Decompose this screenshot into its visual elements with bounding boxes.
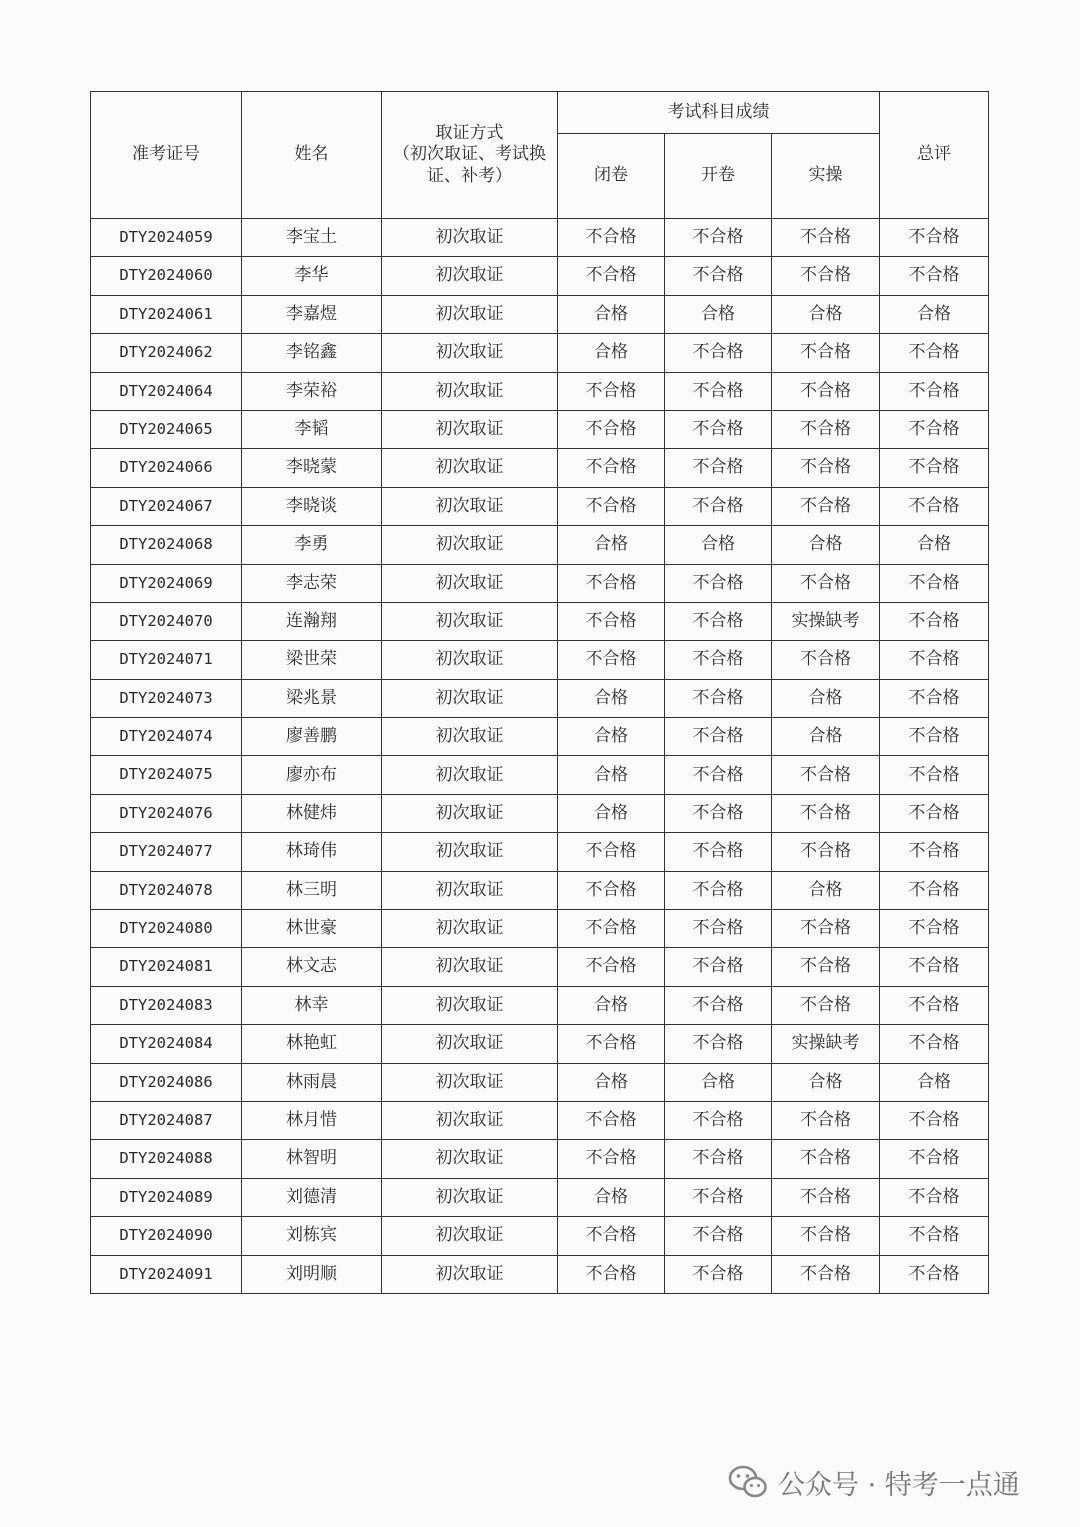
cell-exam-id: DTY2024081 <box>91 948 242 986</box>
cell-practical: 不合格 <box>772 794 880 832</box>
header-method-line2: （初次取证、考试换 <box>393 144 546 165</box>
cell-practical: 不合格 <box>772 410 880 448</box>
cell-overall: 不合格 <box>880 1025 989 1063</box>
cell-practical: 合格 <box>772 679 880 717</box>
cell-method: 初次取证 <box>382 1255 558 1293</box>
cell-name: 李荣裕 <box>242 372 382 410</box>
table-row <box>91 718 989 756</box>
cell-overall: 不合格 <box>880 410 989 448</box>
cell-exam-id: DTY2024075 <box>91 756 242 794</box>
cell-open-book: 不合格 <box>665 602 772 640</box>
table-row <box>91 410 989 448</box>
cell-method: 初次取证 <box>382 372 558 410</box>
cell-closed-book: 合格 <box>558 756 665 794</box>
cell-name: 林雨晨 <box>242 1063 382 1101</box>
table-row <box>91 948 989 986</box>
cell-method: 初次取证 <box>382 718 558 756</box>
cell-open-book: 不合格 <box>665 564 772 602</box>
cell-closed-book: 合格 <box>558 295 665 333</box>
score-table <box>90 91 989 1294</box>
header-method <box>382 92 558 219</box>
cell-name: 李志荣 <box>242 564 382 602</box>
cell-name: 李铭鑫 <box>242 334 382 372</box>
cell-method: 初次取证 <box>382 679 558 717</box>
table-row <box>91 564 989 602</box>
cell-overall: 不合格 <box>880 948 989 986</box>
cell-overall: 不合格 <box>880 449 989 487</box>
cell-closed-book: 不合格 <box>558 372 665 410</box>
cell-name: 李宝土 <box>242 219 382 257</box>
cell-closed-book: 合格 <box>558 526 665 564</box>
cell-closed-book: 不合格 <box>558 1255 665 1293</box>
cell-method: 初次取证 <box>382 794 558 832</box>
cell-overall: 不合格 <box>880 1178 989 1216</box>
cell-overall: 不合格 <box>880 833 989 871</box>
cell-open-book: 不合格 <box>665 641 772 679</box>
cell-name: 连瀚翔 <box>242 602 382 640</box>
cell-practical: 不合格 <box>772 257 880 295</box>
cell-method: 初次取证 <box>382 871 558 909</box>
cell-name: 林健炜 <box>242 794 382 832</box>
cell-open-book: 不合格 <box>665 718 772 756</box>
cell-exam-id: DTY2024066 <box>91 449 242 487</box>
cell-practical: 合格 <box>772 526 880 564</box>
cell-method: 初次取证 <box>382 756 558 794</box>
cell-name: 林三明 <box>242 871 382 909</box>
cell-practical: 不合格 <box>772 833 880 871</box>
cell-method: 初次取证 <box>382 833 558 871</box>
cell-closed-book: 合格 <box>558 794 665 832</box>
cell-method: 初次取证 <box>382 602 558 640</box>
cell-method: 初次取证 <box>382 334 558 372</box>
cell-name: 刘明顺 <box>242 1255 382 1293</box>
cell-name: 李晓蒙 <box>242 449 382 487</box>
table-body <box>91 219 989 1294</box>
table-row <box>91 679 989 717</box>
cell-exam-id: DTY2024087 <box>91 1101 242 1139</box>
header-method-line3: 证、补考） <box>427 165 512 186</box>
cell-practical: 不合格 <box>772 1140 880 1178</box>
cell-closed-book: 合格 <box>558 679 665 717</box>
cell-closed-book: 合格 <box>558 718 665 756</box>
cell-overall: 不合格 <box>880 219 989 257</box>
cell-exam-id: DTY2024091 <box>91 1255 242 1293</box>
cell-closed-book: 合格 <box>558 1063 665 1101</box>
cell-open-book: 不合格 <box>665 948 772 986</box>
cell-open-book: 合格 <box>665 526 772 564</box>
cell-exam-id: DTY2024059 <box>91 219 242 257</box>
cell-method: 初次取证 <box>382 1140 558 1178</box>
table-row <box>91 295 989 333</box>
wechat-icon <box>728 1464 768 1500</box>
cell-overall: 不合格 <box>880 1255 989 1293</box>
cell-method: 初次取证 <box>382 948 558 986</box>
cell-method: 初次取证 <box>382 1025 558 1063</box>
table-row <box>91 1140 989 1178</box>
table-row <box>91 1025 989 1063</box>
cell-name: 林幸 <box>242 986 382 1024</box>
cell-closed-book: 不合格 <box>558 1140 665 1178</box>
cell-open-book: 不合格 <box>665 833 772 871</box>
cell-method: 初次取证 <box>382 257 558 295</box>
cell-name: 刘栋宾 <box>242 1217 382 1255</box>
cell-exam-id: DTY2024069 <box>91 564 242 602</box>
cell-open-book: 不合格 <box>665 1101 772 1139</box>
cell-practical: 不合格 <box>772 1217 880 1255</box>
table-row <box>91 602 989 640</box>
cell-closed-book: 不合格 <box>558 1025 665 1063</box>
cell-closed-book: 合格 <box>558 986 665 1024</box>
cell-practical: 合格 <box>772 718 880 756</box>
cell-practical: 不合格 <box>772 372 880 410</box>
table-row <box>91 794 989 832</box>
cell-overall: 不合格 <box>880 718 989 756</box>
cell-exam-id: DTY2024083 <box>91 986 242 1024</box>
table-row <box>91 1255 989 1293</box>
cell-open-book: 不合格 <box>665 871 772 909</box>
cell-overall: 不合格 <box>880 1140 989 1178</box>
cell-method: 初次取证 <box>382 910 558 948</box>
cell-closed-book: 不合格 <box>558 602 665 640</box>
cell-open-book: 不合格 <box>665 1025 772 1063</box>
cell-practical: 不合格 <box>772 641 880 679</box>
cell-exam-id: DTY2024080 <box>91 910 242 948</box>
cell-exam-id: DTY2024074 <box>91 718 242 756</box>
header-practical: 实操 <box>772 134 880 219</box>
cell-open-book: 不合格 <box>665 794 772 832</box>
cell-practical: 合格 <box>772 295 880 333</box>
cell-open-book: 不合格 <box>665 487 772 525</box>
cell-open-book: 不合格 <box>665 410 772 448</box>
header-name: 姓名 <box>242 92 382 219</box>
cell-exam-id: DTY2024062 <box>91 334 242 372</box>
cell-open-book: 不合格 <box>665 257 772 295</box>
cell-method: 初次取证 <box>382 295 558 333</box>
cell-closed-book: 不合格 <box>558 564 665 602</box>
cell-practical: 不合格 <box>772 1255 880 1293</box>
cell-exam-id: DTY2024067 <box>91 487 242 525</box>
cell-open-book: 合格 <box>665 1063 772 1101</box>
cell-overall: 不合格 <box>880 910 989 948</box>
cell-open-book: 不合格 <box>665 334 772 372</box>
cell-overall: 不合格 <box>880 257 989 295</box>
table-row <box>91 526 989 564</box>
cell-overall: 不合格 <box>880 334 989 372</box>
cell-name: 林智明 <box>242 1140 382 1178</box>
cell-method: 初次取证 <box>382 1101 558 1139</box>
cell-name: 梁兆景 <box>242 679 382 717</box>
cell-closed-book: 合格 <box>558 1178 665 1216</box>
cell-exam-id: DTY2024068 <box>91 526 242 564</box>
cell-closed-book: 不合格 <box>558 871 665 909</box>
cell-practical: 不合格 <box>772 219 880 257</box>
cell-exam-id: DTY2024084 <box>91 1025 242 1063</box>
cell-overall: 不合格 <box>880 564 989 602</box>
cell-method: 初次取证 <box>382 986 558 1024</box>
cell-practical: 合格 <box>772 871 880 909</box>
cell-method: 初次取证 <box>382 1217 558 1255</box>
cell-method: 初次取证 <box>382 564 558 602</box>
cell-method: 初次取证 <box>382 526 558 564</box>
cell-overall: 不合格 <box>880 1101 989 1139</box>
cell-name: 林琦伟 <box>242 833 382 871</box>
cell-overall: 不合格 <box>880 602 989 640</box>
cell-practical: 不合格 <box>772 948 880 986</box>
cell-exam-id: DTY2024078 <box>91 871 242 909</box>
cell-practical: 不合格 <box>772 334 880 372</box>
cell-method: 初次取证 <box>382 1063 558 1101</box>
cell-overall: 合格 <box>880 1063 989 1101</box>
cell-exam-id: DTY2024086 <box>91 1063 242 1101</box>
cell-name: 廖亦布 <box>242 756 382 794</box>
cell-name: 林月惜 <box>242 1101 382 1139</box>
cell-overall: 合格 <box>880 526 989 564</box>
cell-exam-id: DTY2024071 <box>91 641 242 679</box>
table-row <box>91 487 989 525</box>
cell-overall: 不合格 <box>880 372 989 410</box>
table-row <box>91 1063 989 1101</box>
table-row <box>91 257 989 295</box>
table-row <box>91 372 989 410</box>
cell-name: 李嘉煜 <box>242 295 382 333</box>
cell-closed-book: 不合格 <box>558 910 665 948</box>
table-row <box>91 641 989 679</box>
header-overall: 总评 <box>880 92 989 219</box>
cell-practical: 不合格 <box>772 986 880 1024</box>
cell-practical: 不合格 <box>772 1178 880 1216</box>
cell-closed-book: 不合格 <box>558 449 665 487</box>
cell-open-book: 不合格 <box>665 449 772 487</box>
cell-practical: 合格 <box>772 1063 880 1101</box>
cell-practical: 实操缺考 <box>772 602 880 640</box>
cell-open-book: 不合格 <box>665 1178 772 1216</box>
cell-name: 林艳虹 <box>242 1025 382 1063</box>
table-row <box>91 833 989 871</box>
cell-name: 廖善鹏 <box>242 718 382 756</box>
cell-closed-book: 不合格 <box>558 1101 665 1139</box>
cell-closed-book: 不合格 <box>558 410 665 448</box>
table-row <box>91 986 989 1024</box>
header-open-book: 开卷 <box>665 134 772 219</box>
cell-name: 李勇 <box>242 526 382 564</box>
cell-practical: 不合格 <box>772 756 880 794</box>
cell-practical: 实操缺考 <box>772 1025 880 1063</box>
cell-exam-id: DTY2024090 <box>91 1217 242 1255</box>
cell-closed-book: 不合格 <box>558 641 665 679</box>
cell-open-book: 不合格 <box>665 1140 772 1178</box>
header-exam-id: 准考证号 <box>91 92 242 219</box>
cell-exam-id: DTY2024076 <box>91 794 242 832</box>
cell-open-book: 不合格 <box>665 1255 772 1293</box>
cell-name: 林世豪 <box>242 910 382 948</box>
header-scores-group: 考试科目成绩 <box>558 92 880 134</box>
cell-practical: 不合格 <box>772 449 880 487</box>
cell-method: 初次取证 <box>382 1178 558 1216</box>
cell-exam-id: DTY2024065 <box>91 410 242 448</box>
cell-exam-id: DTY2024088 <box>91 1140 242 1178</box>
cell-method: 初次取证 <box>382 487 558 525</box>
cell-open-book: 不合格 <box>665 1217 772 1255</box>
cell-open-book: 不合格 <box>665 910 772 948</box>
cell-method: 初次取证 <box>382 449 558 487</box>
cell-overall: 不合格 <box>880 756 989 794</box>
table-row <box>91 219 989 257</box>
cell-overall: 不合格 <box>880 679 989 717</box>
cell-overall: 不合格 <box>880 794 989 832</box>
cell-exam-id: DTY2024061 <box>91 295 242 333</box>
cell-overall: 合格 <box>880 295 989 333</box>
cell-name: 刘德清 <box>242 1178 382 1216</box>
cell-name: 李韬 <box>242 410 382 448</box>
cell-closed-book: 不合格 <box>558 833 665 871</box>
cell-exam-id: DTY2024060 <box>91 257 242 295</box>
cell-closed-book: 不合格 <box>558 1217 665 1255</box>
cell-exam-id: DTY2024064 <box>91 372 242 410</box>
header-closed-book: 闭卷 <box>558 134 665 219</box>
cell-overall: 不合格 <box>880 986 989 1024</box>
cell-open-book: 不合格 <box>665 986 772 1024</box>
cell-practical: 不合格 <box>772 910 880 948</box>
cell-closed-book: 不合格 <box>558 487 665 525</box>
cell-name: 梁世荣 <box>242 641 382 679</box>
cell-exam-id: DTY2024089 <box>91 1178 242 1216</box>
cell-method: 初次取证 <box>382 410 558 448</box>
table-row <box>91 1101 989 1139</box>
cell-closed-book: 不合格 <box>558 219 665 257</box>
cell-open-book: 不合格 <box>665 679 772 717</box>
watermark <box>728 1462 1020 1502</box>
table-row <box>91 1217 989 1255</box>
cell-open-book: 不合格 <box>665 372 772 410</box>
cell-open-book: 不合格 <box>665 219 772 257</box>
cell-practical: 不合格 <box>772 564 880 602</box>
cell-name: 李华 <box>242 257 382 295</box>
cell-name: 李晓谈 <box>242 487 382 525</box>
table-row <box>91 871 989 909</box>
cell-method: 初次取证 <box>382 641 558 679</box>
cell-practical: 不合格 <box>772 487 880 525</box>
cell-open-book: 不合格 <box>665 756 772 794</box>
cell-method: 初次取证 <box>382 219 558 257</box>
cell-exam-id: DTY2024070 <box>91 602 242 640</box>
cell-exam-id: DTY2024073 <box>91 679 242 717</box>
table-row <box>91 910 989 948</box>
watermark-text: 公众号 · 特考一点通 <box>778 1469 1020 1501</box>
cell-overall: 不合格 <box>880 487 989 525</box>
cell-closed-book: 合格 <box>558 334 665 372</box>
cell-open-book: 合格 <box>665 295 772 333</box>
header-method-line1: 取证方式 <box>435 123 504 144</box>
table-row <box>91 449 989 487</box>
cell-name: 林文志 <box>242 948 382 986</box>
cell-practical: 不合格 <box>772 1101 880 1139</box>
cell-closed-book: 不合格 <box>558 257 665 295</box>
table-row <box>91 334 989 372</box>
cell-overall: 不合格 <box>880 871 989 909</box>
table-row <box>91 756 989 794</box>
cell-exam-id: DTY2024077 <box>91 833 242 871</box>
cell-closed-book: 不合格 <box>558 948 665 986</box>
table-row <box>91 1178 989 1216</box>
cell-overall: 不合格 <box>880 1217 989 1255</box>
cell-overall: 不合格 <box>880 641 989 679</box>
